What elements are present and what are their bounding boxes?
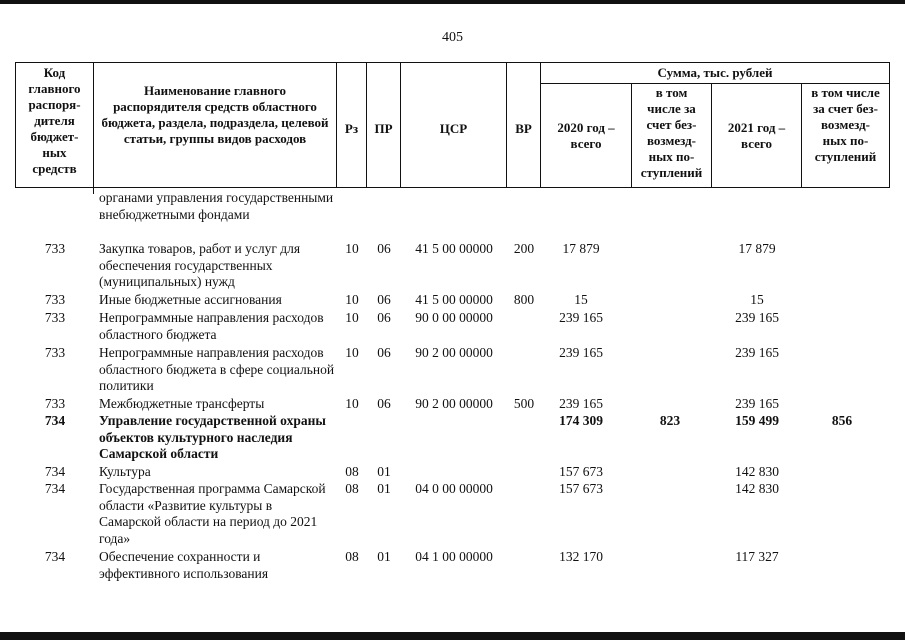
row-6-s2020: 239 165 bbox=[559, 396, 603, 411]
row-10-s2021: 117 327 bbox=[735, 549, 779, 564]
row-7-s2020: 174 309 bbox=[559, 413, 603, 428]
header-vr: ВР bbox=[506, 62, 541, 188]
row-4-pr: 06 bbox=[377, 310, 391, 325]
row-5-rz: 10 bbox=[345, 345, 359, 360]
bottom-border bbox=[0, 632, 905, 640]
header-sum-group: Сумма, тыс. рублей bbox=[540, 62, 890, 84]
row-6-code: 733 bbox=[44, 396, 66, 411]
row-10-name: Обеспечение сохранности и эффективного использования bbox=[99, 549, 269, 581]
row-2-name: Закупка товаров, работ и услуг для обеспечения государственных (муниципальных) нужд bbox=[99, 241, 301, 289]
row-2-vr: 200 bbox=[513, 241, 535, 256]
row-3-code: 733 bbox=[44, 292, 66, 307]
row-6-s2021: 239 165 bbox=[735, 396, 779, 411]
row-10-s2020: 132 170 bbox=[559, 549, 603, 564]
row-6-pr: 06 bbox=[377, 396, 391, 411]
row-2-s2020: 17 879 bbox=[562, 241, 600, 256]
row-8-rz: 08 bbox=[345, 464, 359, 479]
row-3-name: Иные бюджетные ассигнования bbox=[99, 292, 282, 307]
row-8-pr: 01 bbox=[377, 464, 391, 479]
header-name: Наименование главного распорядителя средств областного бюджета, раздела, подраздела, целевой статьи, группы видов расходов bbox=[93, 62, 337, 188]
row-2-rz: 10 bbox=[345, 241, 359, 256]
row-3-csr: 41 5 00 00000 bbox=[415, 292, 493, 307]
page-number: 405 bbox=[442, 30, 463, 45]
row-9-rz: 08 bbox=[345, 481, 359, 496]
header-2021-total: 2021 год – всего bbox=[711, 83, 802, 188]
row-2-pr: 06 bbox=[377, 241, 391, 256]
row-3-pr: 06 bbox=[377, 292, 391, 307]
row-9-pr: 01 bbox=[377, 481, 391, 496]
row-7-name: Управление государственной охраны объектов культурного наследия Самарской области bbox=[99, 413, 326, 461]
row-6-vr: 500 bbox=[513, 396, 535, 411]
row-9-name: Государственная программа Самарской области «Развитие культуры в Самарской области на период до 2021 года» bbox=[99, 481, 326, 546]
row-10-pr: 01 bbox=[377, 549, 391, 564]
row-8-s2020: 157 673 bbox=[559, 464, 603, 479]
row-9-s2020: 157 673 bbox=[559, 481, 603, 496]
row-6-csr: 90 2 00 00000 bbox=[415, 396, 493, 411]
row-2-csr: 41 5 00 00000 bbox=[415, 241, 493, 256]
row-5-pr: 06 bbox=[377, 345, 391, 360]
row-5-s2021: 239 165 bbox=[735, 345, 779, 360]
row-3-rz: 10 bbox=[345, 292, 359, 307]
row-4-rz: 10 bbox=[345, 310, 359, 325]
row-9-csr: 04 0 00 00000 bbox=[415, 481, 493, 496]
header-2020-sub: в том числе за счет без-возмезд-ных по-ступлений bbox=[631, 83, 712, 188]
row-3-s2021: 15 bbox=[750, 292, 764, 307]
row-6-rz: 10 bbox=[345, 396, 359, 411]
row-10-code: 734 bbox=[44, 549, 66, 564]
header-pr: ПР bbox=[366, 62, 401, 188]
row-10-csr: 04 1 00 00000 bbox=[415, 549, 493, 564]
row-2-s2021: 17 879 bbox=[738, 241, 776, 256]
row-4-s2020: 239 165 bbox=[559, 310, 603, 325]
row-7-s2021: 159 499 bbox=[735, 413, 779, 428]
row-5-csr: 90 2 00 00000 bbox=[415, 345, 493, 360]
row-7-sub2021: 856 bbox=[831, 413, 853, 428]
row-3-s2020: 15 bbox=[574, 292, 588, 307]
row-4-s2021: 239 165 bbox=[735, 310, 779, 325]
row-3-vr: 800 bbox=[513, 292, 535, 307]
row-8-code: 734 bbox=[44, 464, 66, 479]
row-8-s2021: 142 830 bbox=[735, 464, 779, 479]
header-2021-sub: в том числе за счет без-возмезд-ных по-ступлений bbox=[801, 83, 890, 188]
row-5-code: 733 bbox=[44, 345, 66, 360]
row-5-name: Непрограммные направления расходов областного бюджета в сфере социальной политики bbox=[99, 345, 335, 393]
row-7-code: 734 bbox=[44, 413, 66, 428]
body-left-rule bbox=[93, 188, 94, 194]
row-9-code: 734 bbox=[44, 481, 66, 496]
row-10-rz: 08 bbox=[345, 549, 359, 564]
row-2-code: 733 bbox=[44, 241, 66, 256]
row-7-sub2020: 823 bbox=[659, 413, 681, 428]
row-5-s2020: 239 165 bbox=[559, 345, 603, 360]
row-4-csr: 90 0 00 00000 bbox=[415, 310, 493, 325]
top-border bbox=[0, 0, 905, 4]
row-1-name: органами управления государственными внебюджетными фондами bbox=[99, 190, 334, 222]
row-6-name: Межбюджетные трансферты bbox=[99, 396, 265, 411]
header-code: Код главного распоря-дителя бюджет-ных средств bbox=[15, 62, 94, 188]
header-rz: Рз bbox=[336, 62, 367, 188]
row-8-name: Культура bbox=[99, 464, 151, 479]
header-csr: ЦСР bbox=[400, 62, 507, 188]
row-4-code: 733 bbox=[44, 310, 66, 325]
header-2020-total: 2020 год – всего bbox=[540, 83, 632, 188]
row-9-s2021: 142 830 bbox=[735, 481, 779, 496]
row-4-name: Непрограммные направления расходов областного бюджета bbox=[99, 310, 324, 342]
